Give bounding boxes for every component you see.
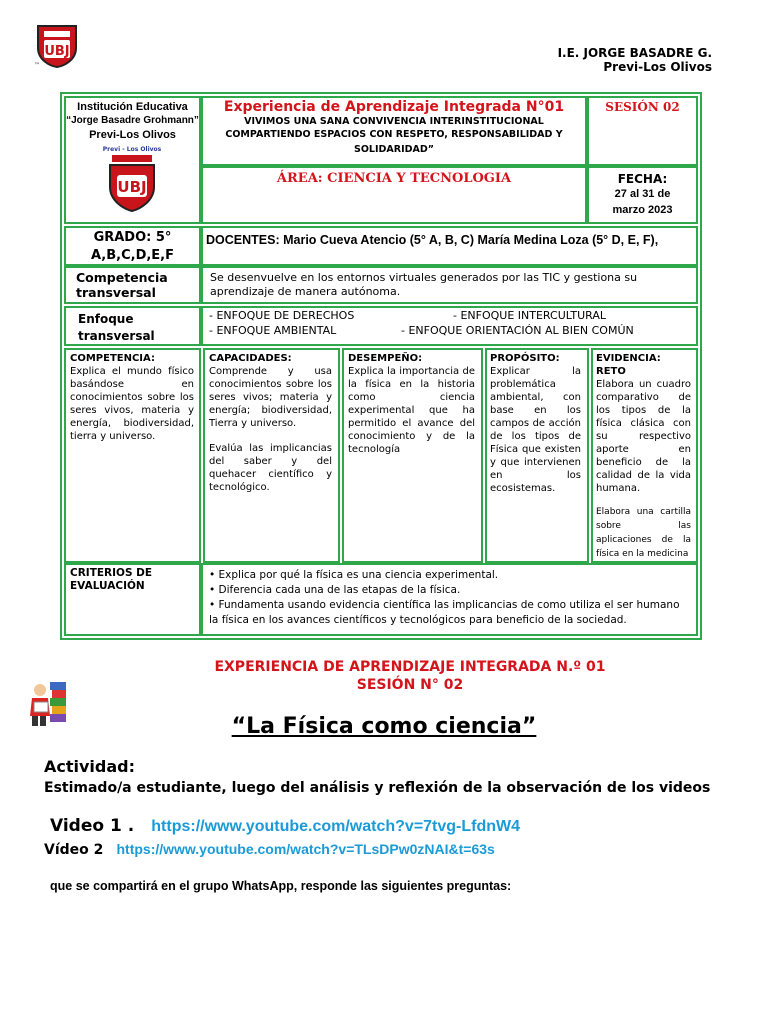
- school-name: I.E. JORGE BASADRE G.: [557, 46, 712, 60]
- comp-transversal-label-2: transversal: [76, 285, 156, 300]
- capacidades-text-2: Evalúa las implicancias del saber y del quehacer científico y tecnológico.: [209, 443, 332, 493]
- desempeno-heading: DESEMPEÑO:: [348, 353, 423, 364]
- grado-line2: A,B,C,D,E,F: [91, 248, 174, 263]
- fecha-cell: [587, 166, 698, 224]
- body-heading: [0, 658, 768, 694]
- experience-subtitle-3: SOLIDARIDAD”: [354, 144, 434, 155]
- logo-text: UBJ: [44, 44, 70, 59]
- criterio-2: • Diferencia cada una de las etapas de la física.: [209, 584, 461, 596]
- area-label: ÁREA: CIENCIA Y TECNOLOGIA: [276, 171, 512, 186]
- experience-title: Experiencia de Aprendizaje Integrada N°01: [223, 99, 565, 115]
- capacidades-heading: CAPACIDADES:: [209, 353, 292, 364]
- school-header: [558, 46, 712, 74]
- enfoque-intercultural: - ENFOQUE INTERCULTURAL: [453, 309, 606, 322]
- school-logo: [34, 22, 80, 68]
- criterios-label-cell: [64, 563, 201, 636]
- experience-subtitle-1: VIVIMOS UNA SANA CONVIVENCIA INTERINSTITUCIONAL: [244, 116, 544, 127]
- video-2-link[interactable]: https://www.youtube.com/watch?v=TLsDPw0zNAI&t=63s: [116, 841, 495, 857]
- video-1-row: [50, 816, 520, 836]
- main-title: “La Física como ciencia”: [231, 714, 537, 739]
- video-1-link[interactable]: https://www.youtube.com/watch?v=7tvg-LfdnW4: [151, 818, 521, 835]
- badge-text: UBJ: [117, 178, 147, 196]
- video-2-label: Vídeo 2: [44, 842, 104, 858]
- experience-subtitle-2: COMPARTIENDO ESPACIOS CON RESPETO, RESPONSABILIDAD Y: [225, 129, 563, 140]
- proposito-cell: [485, 348, 589, 563]
- institution-line2: “Jorge Basadre Grohmann”: [66, 115, 199, 126]
- enfoque-label-cell: [64, 306, 201, 346]
- fecha-label: FECHA:: [617, 172, 668, 186]
- actividad-label: Actividad:: [44, 757, 136, 776]
- enfoques-cell: [201, 306, 698, 346]
- instructions-text: Estimado/a estudiante, luego del análisis y reflexión de la observación de los videos: [44, 780, 711, 796]
- video-2-row: [44, 839, 495, 858]
- proposito-text: Explicar la problemática ambiental, con base en los campos de acción de los tipos de Física que existen y que intervienen en los ecosistemas.: [490, 366, 581, 494]
- criterios-label-2: EVALUACIÓN: [70, 580, 145, 592]
- competencia-text: Explica el mundo físico basándose en conocimientos sobre los seres vivos, materia y energía, biodiversidad, tierra y universo.: [70, 366, 194, 442]
- competencia-heading: COMPETENCIA:: [70, 353, 155, 364]
- badge-caption: Previ - Los Olivos: [102, 146, 162, 153]
- criterios-cell: [201, 563, 698, 636]
- evidencia-cell: [591, 348, 698, 563]
- area-cell: [201, 166, 587, 224]
- body-heading-1: EXPERIENCIA DE APRENDIZAJE INTEGRADA N.º 01: [214, 659, 606, 675]
- proposito-heading: PROPÓSITO:: [490, 353, 560, 364]
- capacidades-cell: [203, 348, 340, 563]
- body-heading-2: SESIÓN N° 02: [356, 677, 464, 693]
- institution-line1: Institución Educativa: [77, 101, 188, 113]
- comp-transversal-label-1: Competencia: [76, 270, 168, 285]
- capacidades-text-1: Comprende y usa conocimientos sobre los seres vivos; materia y energía; biodiversidad, Tierra y universo.: [209, 366, 332, 429]
- institution-cell: [64, 96, 201, 224]
- desempeno-text: Explica la importancia de la física en la historia como ciencia experimental que ha permitido el avance del conocimiento y de la tecnología: [348, 366, 475, 455]
- enfoque-derechos: - ENFOQUE DE DERECHOS: [209, 309, 355, 322]
- evidencia-text-2: Elabora una cartilla sobre las aplicaciones de la física en la medicina: [596, 507, 691, 559]
- footer-instructions: que se compartirá en el grupo WhatsApp, responde las siguientes preguntas:: [50, 879, 512, 893]
- grado-line1: GRADO: 5°: [93, 230, 172, 245]
- docentes-text: DOCENTES: Mario Cueva Atencio (5° A, B, C) María Medina Loza (5° D, E, F),: [206, 233, 659, 247]
- desempeno-cell: [342, 348, 483, 563]
- comp-transversal-label-cell: [64, 266, 201, 304]
- criterio-3: • Fundamenta usando evidencia científica las implicancias de como utiliza el ser humano la física en los avances científicos y tecnológicos para beneficio de la sociedad.: [209, 599, 680, 626]
- logo-mark: ™: [34, 62, 40, 69]
- enfoque-ambiental: - ENFOQUE AMBIENTAL: [209, 324, 337, 337]
- enfoque-label-2: transversal: [78, 329, 155, 343]
- session-label: SESIÓN 02: [605, 100, 680, 114]
- evidencia-heading: EVIDENCIA: RETO: [596, 353, 661, 377]
- criterios-label-1: CRITERIOS DE: [70, 567, 153, 579]
- video-1-label: Video 1 .: [50, 816, 135, 836]
- grado-cell: [64, 226, 201, 266]
- enfoque-bien-comun: - ENFOQUE ORIENTACIÓN AL BIEN COMÚN: [401, 324, 634, 337]
- evidencia-text-1: Elabora un cuadro comparativo de los tipos de la física clásica con su respectivo aporte en beneficio de la calidad de la vida humana.: [596, 379, 691, 494]
- criterio-1: • Explica por qué la física es una ciencia experimental.: [209, 569, 499, 581]
- fecha-line1: 27 al 31 de: [614, 188, 671, 200]
- institution-badge: [102, 146, 162, 214]
- comp-transversal-text: Se desenvuelve en los entornos virtuales generados por las TIC y gestiona su aprendizaje de manera autónoma.: [210, 271, 638, 298]
- fecha-line2: marzo 2023: [612, 204, 673, 216]
- competencia-cell: [64, 348, 201, 563]
- docentes-cell: [201, 226, 698, 266]
- comp-transversal-text-cell: [201, 266, 698, 304]
- school-location: Previ-Los Olivos: [603, 60, 712, 74]
- session-cell: [587, 96, 698, 166]
- institution-line3: Previ-Los Olivos: [89, 129, 176, 141]
- experience-cell: [201, 96, 587, 166]
- enfoque-label-1: Enfoque: [78, 312, 134, 326]
